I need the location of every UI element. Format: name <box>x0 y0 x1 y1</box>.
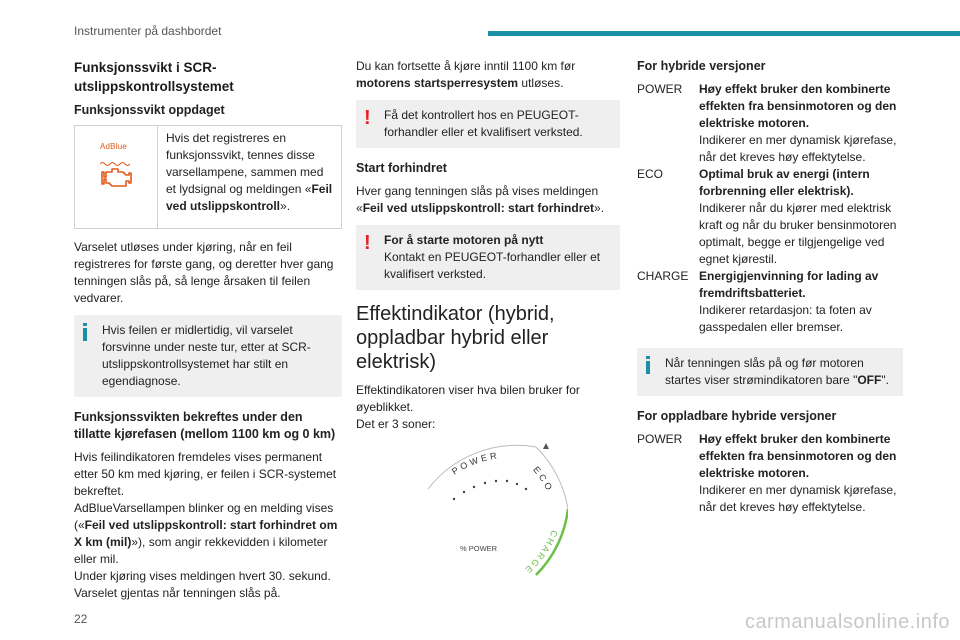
gauge-eco-label: ECO <box>531 464 556 495</box>
info1a: Når tenningen slås på og før motoren startes viser strømindikatoren bare " <box>665 356 864 387</box>
warning-restart-text: Kontakt en PEUGEOT-forhandler eller et kvalifisert verksted. <box>384 250 601 281</box>
mode-key: POWER <box>637 82 683 96</box>
mode-bold: Høy effekt bruker den kombinerte effekten fra bensinmotoren og den elektriske motoren. <box>699 432 897 480</box>
section-title-scr: Funksjonssvikt i SCR-utslippskontrollsystemet <box>74 60 234 94</box>
mode-key: CHARGE <box>637 269 689 283</box>
mode-description <box>699 166 903 268</box>
para3b: Feil ved utslippskontroll: start forhindret om X km (mil) <box>74 518 338 549</box>
paragraph-start-prevented <box>356 183 620 217</box>
para3c: »), som angir rekkevidden i kilometer eller mil. <box>74 535 328 566</box>
adblue-icon-label: AdBlue <box>100 142 127 151</box>
gauge-percent-power-label: % POWER <box>460 544 498 553</box>
info1b: OFF <box>857 373 882 387</box>
info1c: ". <box>881 373 889 387</box>
paragraph-indicator-shows: Effektindikatoren viser hva bilen bruker for øyeblikket. <box>356 383 580 414</box>
exclamation-icon: ! <box>364 107 371 129</box>
c2-para2b: Feil ved utslippskontroll: start forhindret <box>362 201 595 215</box>
info-box-off <box>637 348 903 396</box>
info-icon <box>645 356 651 374</box>
subheading-hybrid: For hybride versjoner <box>637 59 766 73</box>
warning-lamp-table <box>74 125 342 229</box>
paragraph-three-zones: Det er 3 soner: <box>356 417 436 431</box>
para3a: AdBlueVarsellampen blinker og en melding vises (« <box>74 501 334 532</box>
mode-row <box>637 166 903 268</box>
power-gauge <box>418 439 568 579</box>
mode-list-plugin-hybrid <box>637 431 903 516</box>
header-accent-bar <box>488 31 960 36</box>
warning-lamp-description <box>158 126 341 228</box>
subheading-plugin-hybrid: For oppladbare hybride versjoner <box>637 409 837 423</box>
mode-key: POWER <box>637 432 683 446</box>
warning-restart-heading <box>364 232 612 249</box>
paragraph-confirmed: Hvis feilindikatoren fremdeles vises permanent etter 50 km med kjøring, er feilen i SCR-systemet bekreftet. <box>74 450 337 498</box>
warning-box-restart <box>356 225 620 290</box>
page-header-title: Instrumenter på dashbordet <box>74 24 222 38</box>
exclamation-icon: ! <box>364 232 371 254</box>
c2-para2a: Hver gang tenningen slås på vises meldingen « <box>356 184 599 215</box>
mode-text: Indikerer en mer dynamisk kjørefase, når det kreves høy effektytelse. <box>699 133 897 164</box>
watermark: carmanualsonline.info <box>744 611 950 633</box>
column-3 <box>637 58 903 516</box>
mode-text: Indikerer når du kjører med elektrisk kraft og når du bruker bensinmotoren optimalt, begge er tilgjengelige ved egnet kjørestil. <box>699 201 897 266</box>
mode-key: ECO <box>637 167 664 181</box>
subheading-confirmed: Funksjonssvikten bekreftes under den tillatte kjørefasen (mellom 1100 km og 0 km) <box>74 410 336 441</box>
warn-text-2: ». <box>280 199 291 213</box>
warn2-bold: For å starte motoren på nytt <box>384 233 544 247</box>
warn-text-1: Hvis det registreres en funksjonssvikt, tennes disse varsellampene, sammen med et lydsignal og meldingen « <box>166 131 324 196</box>
mode-description <box>699 81 903 166</box>
warn-text-bold: Feil ved utslippskontroll <box>166 182 333 213</box>
svg-text:ECO <box>531 465 555 495</box>
paragraph-message-interval: Under kjøring vises meldingen hvert 30. sekund. <box>74 569 331 583</box>
info-icon <box>82 323 88 341</box>
engine-warning-icon <box>100 166 132 190</box>
c2-para1b: motorens startsperresystem <box>356 76 519 90</box>
mode-bold: Optimal bruk av energi (intern forbrenning eller elektrisk). <box>699 167 870 198</box>
info-text: Hvis feilen er midlertidig, vil varselet forsvinne under neste tur, etter at SCR-utslippskontrollsystemet har stilt en egendiagnose. <box>102 323 311 388</box>
mode-description <box>699 268 903 336</box>
column-2 <box>356 58 620 584</box>
c2-para1a: Du kan fortsette å kjøre inntil 1100 km før <box>356 59 576 73</box>
warning-text: Få det kontrollert hos en PEUGEOT-forhandler eller et kvalifisert verksted. <box>384 108 583 139</box>
mode-row <box>637 431 903 516</box>
mode-row <box>637 268 903 336</box>
subheading-detected: Funksjonssvikt oppdaget <box>74 103 225 117</box>
paragraph-warning-trigger: Varselet utløses under kjøring, når en feil registreres for første gang, og deretter hver gang tenningen slås på, så lenge årsaken til feilen vedvarer. <box>74 240 334 305</box>
info-box-temporary <box>74 315 342 397</box>
gauge-pointer-icon <box>543 443 549 449</box>
mode-description <box>699 431 903 516</box>
column-1 <box>74 58 342 602</box>
paragraph-continue-driving <box>356 58 620 92</box>
mode-text: Indikerer en mer dynamisk kjørefase, når det kreves høy effektytelse. <box>699 483 897 514</box>
info-off-text <box>645 355 895 389</box>
section-title-power-indicator: Effektindikator (hybrid, oppladbar hybrid eller elektrisk) <box>356 303 555 373</box>
c2-para1c: utløses. <box>518 76 564 90</box>
paragraph-adblue-flashes <box>74 500 342 568</box>
c2-para2c: ». <box>594 201 605 215</box>
paragraph-repeat: Varselet gjentas når tenningen slås på. <box>74 586 281 600</box>
warning-lamp-icons <box>75 126 158 228</box>
svg-text:POWER <box>450 450 500 476</box>
mode-text: Indikerer retardasjon: ta foten av gasspedalen eller bremser. <box>699 303 872 334</box>
page-number: 22 <box>74 612 88 626</box>
mode-row <box>637 81 903 166</box>
mode-bold: Energigjenvinning for lading av fremdriftsbatteriet. <box>699 269 879 300</box>
mode-bold: Høy effekt bruker den kombinerte effekten fra bensinmotoren og den elektriske motoren. <box>699 82 897 130</box>
gauge-charge-label: CHARGE <box>521 528 560 577</box>
mode-list-hybrid <box>637 81 903 336</box>
subheading-start-prevented: Start forhindret <box>356 161 447 175</box>
warning-box-check <box>356 100 620 148</box>
gauge-power-label: POWER <box>450 450 501 477</box>
